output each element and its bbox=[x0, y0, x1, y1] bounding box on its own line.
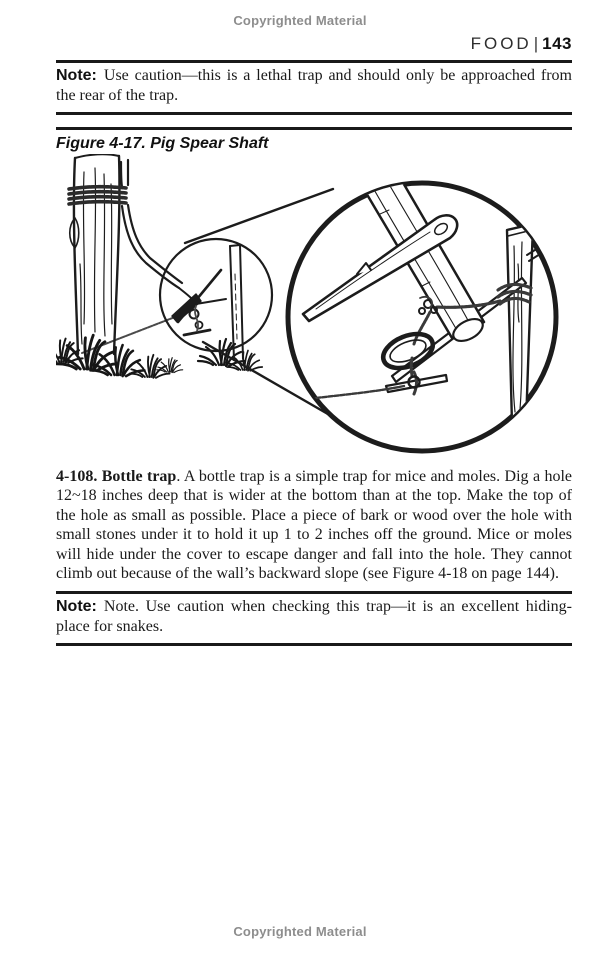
note-label: Note: bbox=[56, 67, 97, 84]
magnifier-cone-upper bbox=[185, 189, 333, 243]
tree-trunk bbox=[70, 154, 120, 354]
spear-shaft-spring bbox=[121, 160, 191, 298]
paragraph-text: . A bottle trap is a simple trap for mice and moles. Dig a hole 12~18 inches deep that is wider at the bottom than at the top. Make the top of the hole as small as possible. Place a piece of bark or wood over the hole with small stones under it to hold it up 1 to 2 inches off the ground. Mice or moles will hide under the cover to escape danger and fall into the hole. They cannot climb out because of the wall’s backward slope (see Figure 4-18 on page 144). bbox=[56, 468, 572, 583]
note-label: Note: bbox=[56, 598, 97, 616]
paragraph-4-108 bbox=[56, 467, 572, 583]
snake-note-box bbox=[56, 591, 572, 646]
note-text: Note. Use caution when checking this trap—it is an excellent hiding-place for snakes. bbox=[56, 598, 572, 635]
header-page-number: 143 bbox=[542, 34, 572, 53]
trunk-lashing-rope bbox=[69, 187, 126, 204]
paragraph-lead: 4-108. Bottle trap bbox=[56, 468, 177, 485]
running-header bbox=[56, 34, 572, 54]
magnifier-source-circle bbox=[160, 239, 272, 351]
page-content bbox=[0, 34, 600, 646]
figure-heading bbox=[56, 127, 572, 153]
trigger-detail-small bbox=[172, 270, 226, 335]
copyright-notice-top: Copyrighted Material bbox=[233, 13, 367, 28]
caution-note-box bbox=[56, 60, 572, 115]
note-text: Use caution—this is a lethal trap and should only be approached from the rear of the trap. bbox=[56, 67, 572, 104]
snake-note-paragraph bbox=[56, 597, 572, 636]
copyright-notice-bottom: Copyrighted Material bbox=[233, 924, 367, 939]
header-separator: | bbox=[533, 34, 539, 53]
grass-tufts bbox=[56, 335, 262, 378]
figure-caption: Figure 4-17. Pig Spear Shaft bbox=[56, 135, 269, 152]
figure-4-17-illustration bbox=[56, 154, 600, 459]
header-section-title: FOOD bbox=[470, 34, 532, 53]
caution-note-paragraph bbox=[56, 66, 572, 105]
